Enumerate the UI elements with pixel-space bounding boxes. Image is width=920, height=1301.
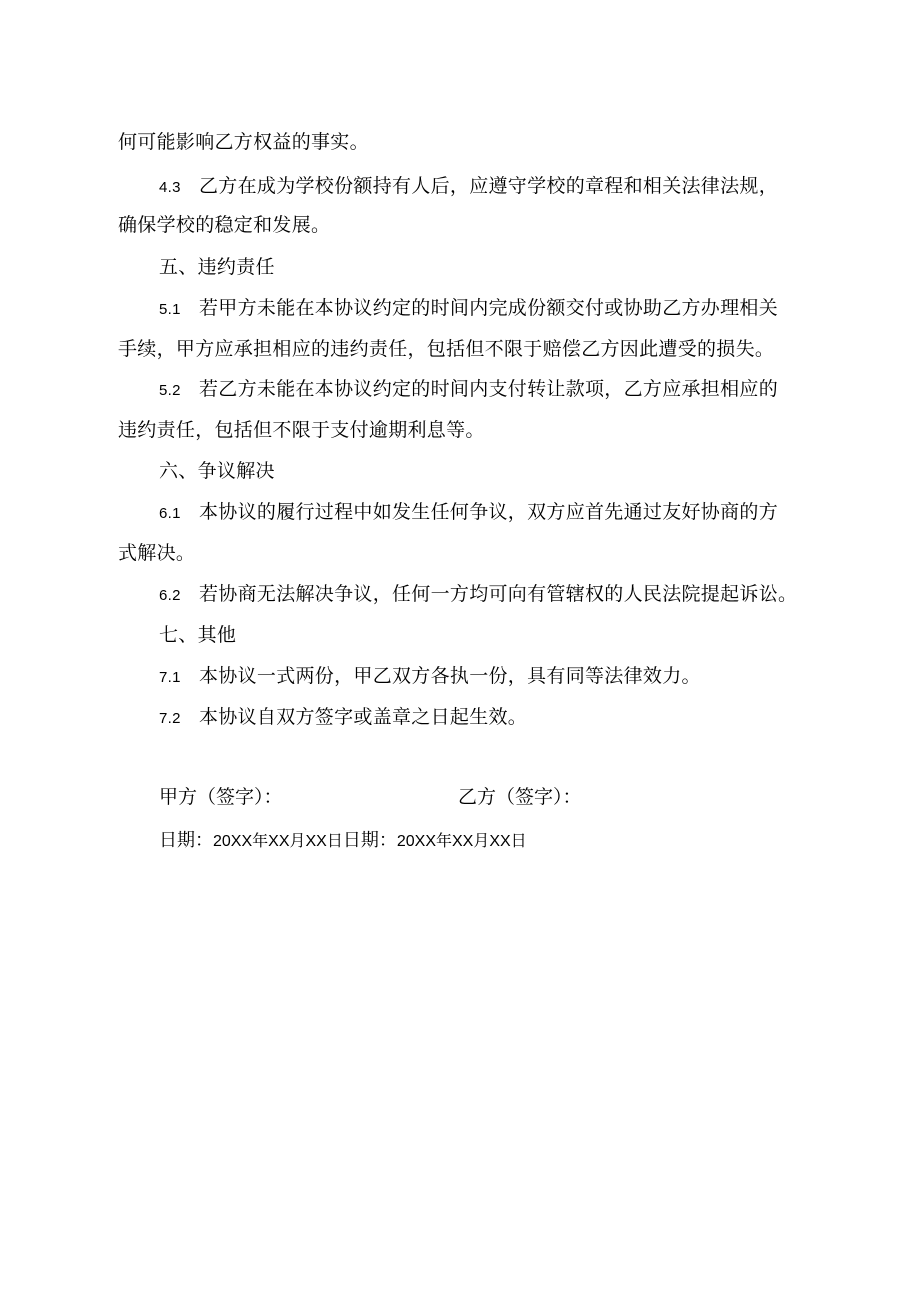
clause-number-7-2: 7.2 — [159, 710, 181, 727]
paragraph-4-3-line-2: 确保学校的稳定和发展。 — [118, 214, 331, 236]
clause-text: 本协议一式两份，甲乙双方各执一份，具有同等法律效力。 — [199, 665, 701, 687]
party-a-signature-label: 甲方（签字）： — [159, 786, 283, 808]
paragraph-6-1-line-1 — [159, 500, 778, 526]
date-b-value: 20XX年XX月XX日 — [396, 833, 527, 850]
clause-number-6-1: 6.1 — [159, 505, 181, 522]
clause-text: 本协议自双方签字或盖章之日起生效。 — [199, 706, 528, 728]
clause-number-5-2: 5.2 — [159, 382, 181, 399]
paragraph-5-2-line-1 — [159, 377, 778, 403]
paragraph-6-1-line-2: 式解决。 — [118, 542, 196, 564]
section-heading-5: 五、违约责任 — [159, 256, 275, 278]
paragraph-4-2-tail: 何可能影响乙方权益的事实。 — [118, 131, 369, 153]
clause-text: 若甲方未能在本协议约定的时间内完成份额交付或协助乙方办理相关 — [199, 297, 779, 319]
date-a-value: 20XX年XX月XX日 — [213, 833, 343, 850]
clause-number-4-3: 4.3 — [159, 179, 181, 196]
party-b-signature-label: 乙方（签字）： — [458, 786, 582, 808]
paragraph-5-1-line-1 — [159, 296, 778, 322]
paragraph-5-2-line-2: 违约责任，包括但不限于支付逾期利息等。 — [118, 419, 485, 441]
section-heading-6: 六、争议解决 — [159, 460, 275, 482]
clause-number-5-1: 5.1 — [159, 301, 181, 318]
clause-text: 本协议的履行过程中如发生任何争议，双方应首先通过友好协商的方 — [199, 501, 779, 523]
clause-text: 若乙方未能在本协议约定的时间内支付转让款项，乙方应承担相应的 — [199, 378, 779, 400]
section-heading-7: 七、其他 — [159, 624, 237, 646]
signature-dates — [159, 829, 527, 854]
paragraph-4-3-line-1 — [159, 174, 778, 200]
paragraph-5-1-line-2: 手续，甲方应承担相应的违约责任，包括但不限于赔偿乙方因此遭受的损失。 — [118, 338, 775, 360]
clause-number-7-1: 7.1 — [159, 669, 181, 686]
paragraph-6-2-line-1 — [159, 582, 797, 608]
paragraph-7-1-line-1 — [159, 664, 701, 690]
date-a-prefix: 日期： — [159, 830, 213, 851]
clause-text: 若协商无法解决争议，任何一方均可向有管辖权的人民法院提起诉讼。 — [199, 583, 798, 605]
date-b-prefix: 日期： — [342, 830, 397, 851]
clause-number-6-2: 6.2 — [159, 587, 181, 604]
clause-text: 乙方在成为学校份额持有人后，应遵守学校的章程和相关法律法规， — [199, 175, 779, 197]
paragraph-7-2-line-1 — [159, 705, 527, 731]
